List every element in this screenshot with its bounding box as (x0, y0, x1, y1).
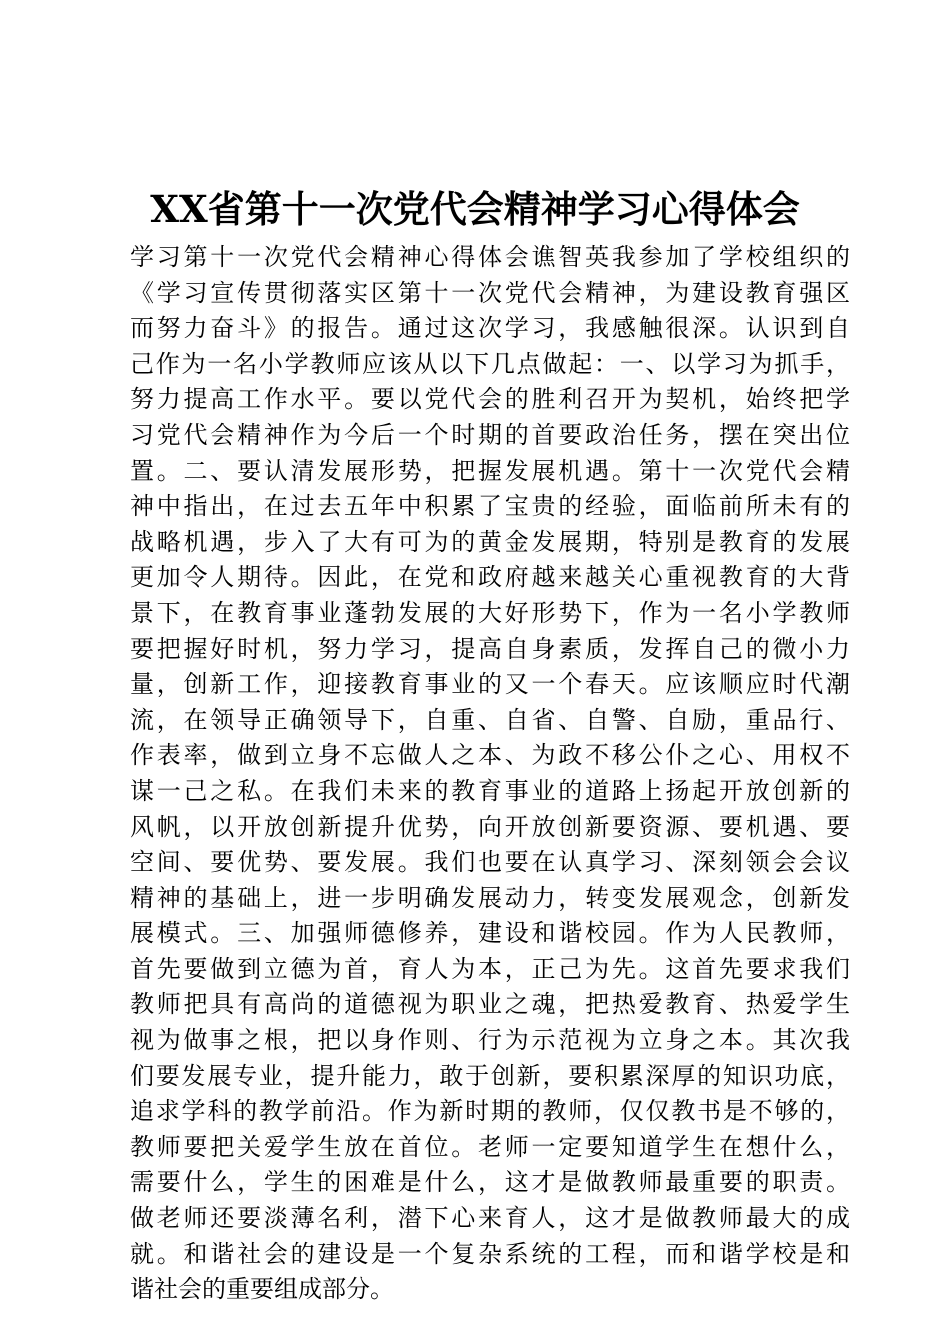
body-line: 景下，在教育事业蓬勃发展的大好形势下，作为一名小学教师 (130, 598, 850, 627)
body-line: 做老师还要淡薄名利，潜下心来育人，这才是做教师最大的成 (130, 1204, 850, 1233)
document-title: XX省第十一次党代会精神学习心得体会 (150, 187, 800, 231)
body-line: 而努力奋斗》的报告。通过这次学习，我感触很深。认识到自 (130, 314, 850, 343)
body-line: 教师把具有高尚的道德视为职业之魂，把热爱教育、热爱学生 (130, 990, 850, 1019)
body-line: 精神的基础上，进一步明确发展动力，转变发展观念，创新发 (130, 883, 850, 912)
body-line: 量，创新工作，迎接教育事业的又一个春天。应该顺应时代潮 (130, 670, 850, 699)
body-line: 习党代会精神作为今后一个时期的首要政治任务，摆在突出位 (130, 420, 850, 449)
body-line: 们要发展专业，提升能力，敢于创新，要积累深厚的知识功底， (130, 1061, 850, 1090)
body-line: 谐社会的重要组成部分。 (130, 1275, 394, 1304)
body-line: 教师要把关爱学生放在首位。老师一定要知道学生在想什么， (130, 1132, 850, 1161)
body-line: 己作为一名小学教师应该从以下几点做起：一、以学习为抓手， (130, 349, 850, 378)
body-line: 风帆，以开放创新提升优势，向开放创新要资源、要机遇、要 (130, 812, 850, 841)
body-line: 谋一己之私。在我们未来的教育事业的道路上扬起开放创新的 (130, 776, 850, 805)
body-line: 展模式。三、加强师德修养，建设和谐校园。作为人民教师， (130, 919, 850, 948)
body-line: 努力提高工作水平。要以党代会的胜利召开为契机，始终把学 (130, 385, 850, 414)
body-line: 视为做事之根，把以身作则、行为示范视为立身之本。其次我 (130, 1026, 850, 1055)
body-line: 《学习宣传贯彻落实区第十一次党代会精神，为建设教育强区 (130, 278, 850, 307)
body-line: 置。二、要认清发展形势，把握发展机遇。第十一次党代会精 (130, 456, 850, 485)
body-line: 要把握好时机，努力学习，提高自身素质，发挥自己的微小力 (130, 634, 850, 663)
body-line: 就。和谐社会的建设是一个复杂系统的工程，而和谐学校是和 (130, 1239, 850, 1268)
body-line: 学习第十一次党代会精神心得体会谯智英我参加了学校组织的 (130, 243, 850, 271)
body-line: 战略机遇，步入了大有可为的黄金发展期，特别是教育的发展 (130, 527, 850, 556)
body-line: 需要什么，学生的困难是什么，这才是做教师最重要的职责。 (130, 1168, 850, 1197)
body-line: 更加令人期待。因此，在党和政府越来越关心重视教育的大背 (130, 563, 850, 592)
document-body (130, 240, 850, 1308)
body-line: 追求学科的教学前沿。作为新时期的教师，仅仅教书是不够的， (130, 1097, 850, 1126)
body-line: 作表率，做到立身不忘做人之本、为政不移公仆之心、用权不 (130, 741, 850, 770)
body-line: 空间、要优势、要发展。我们也要在认真学习、深刻领会会议 (130, 848, 850, 877)
body-line: 流，在领导正确领导下，自重、自省、自警、自励，重品行、 (130, 705, 850, 734)
body-line: 首先要做到立德为首，育人为本，正己为先。这首先要求我们 (130, 954, 850, 983)
body-line: 神中指出，在过去五年中积累了宝贵的经验，面临前所未有的 (130, 492, 850, 521)
